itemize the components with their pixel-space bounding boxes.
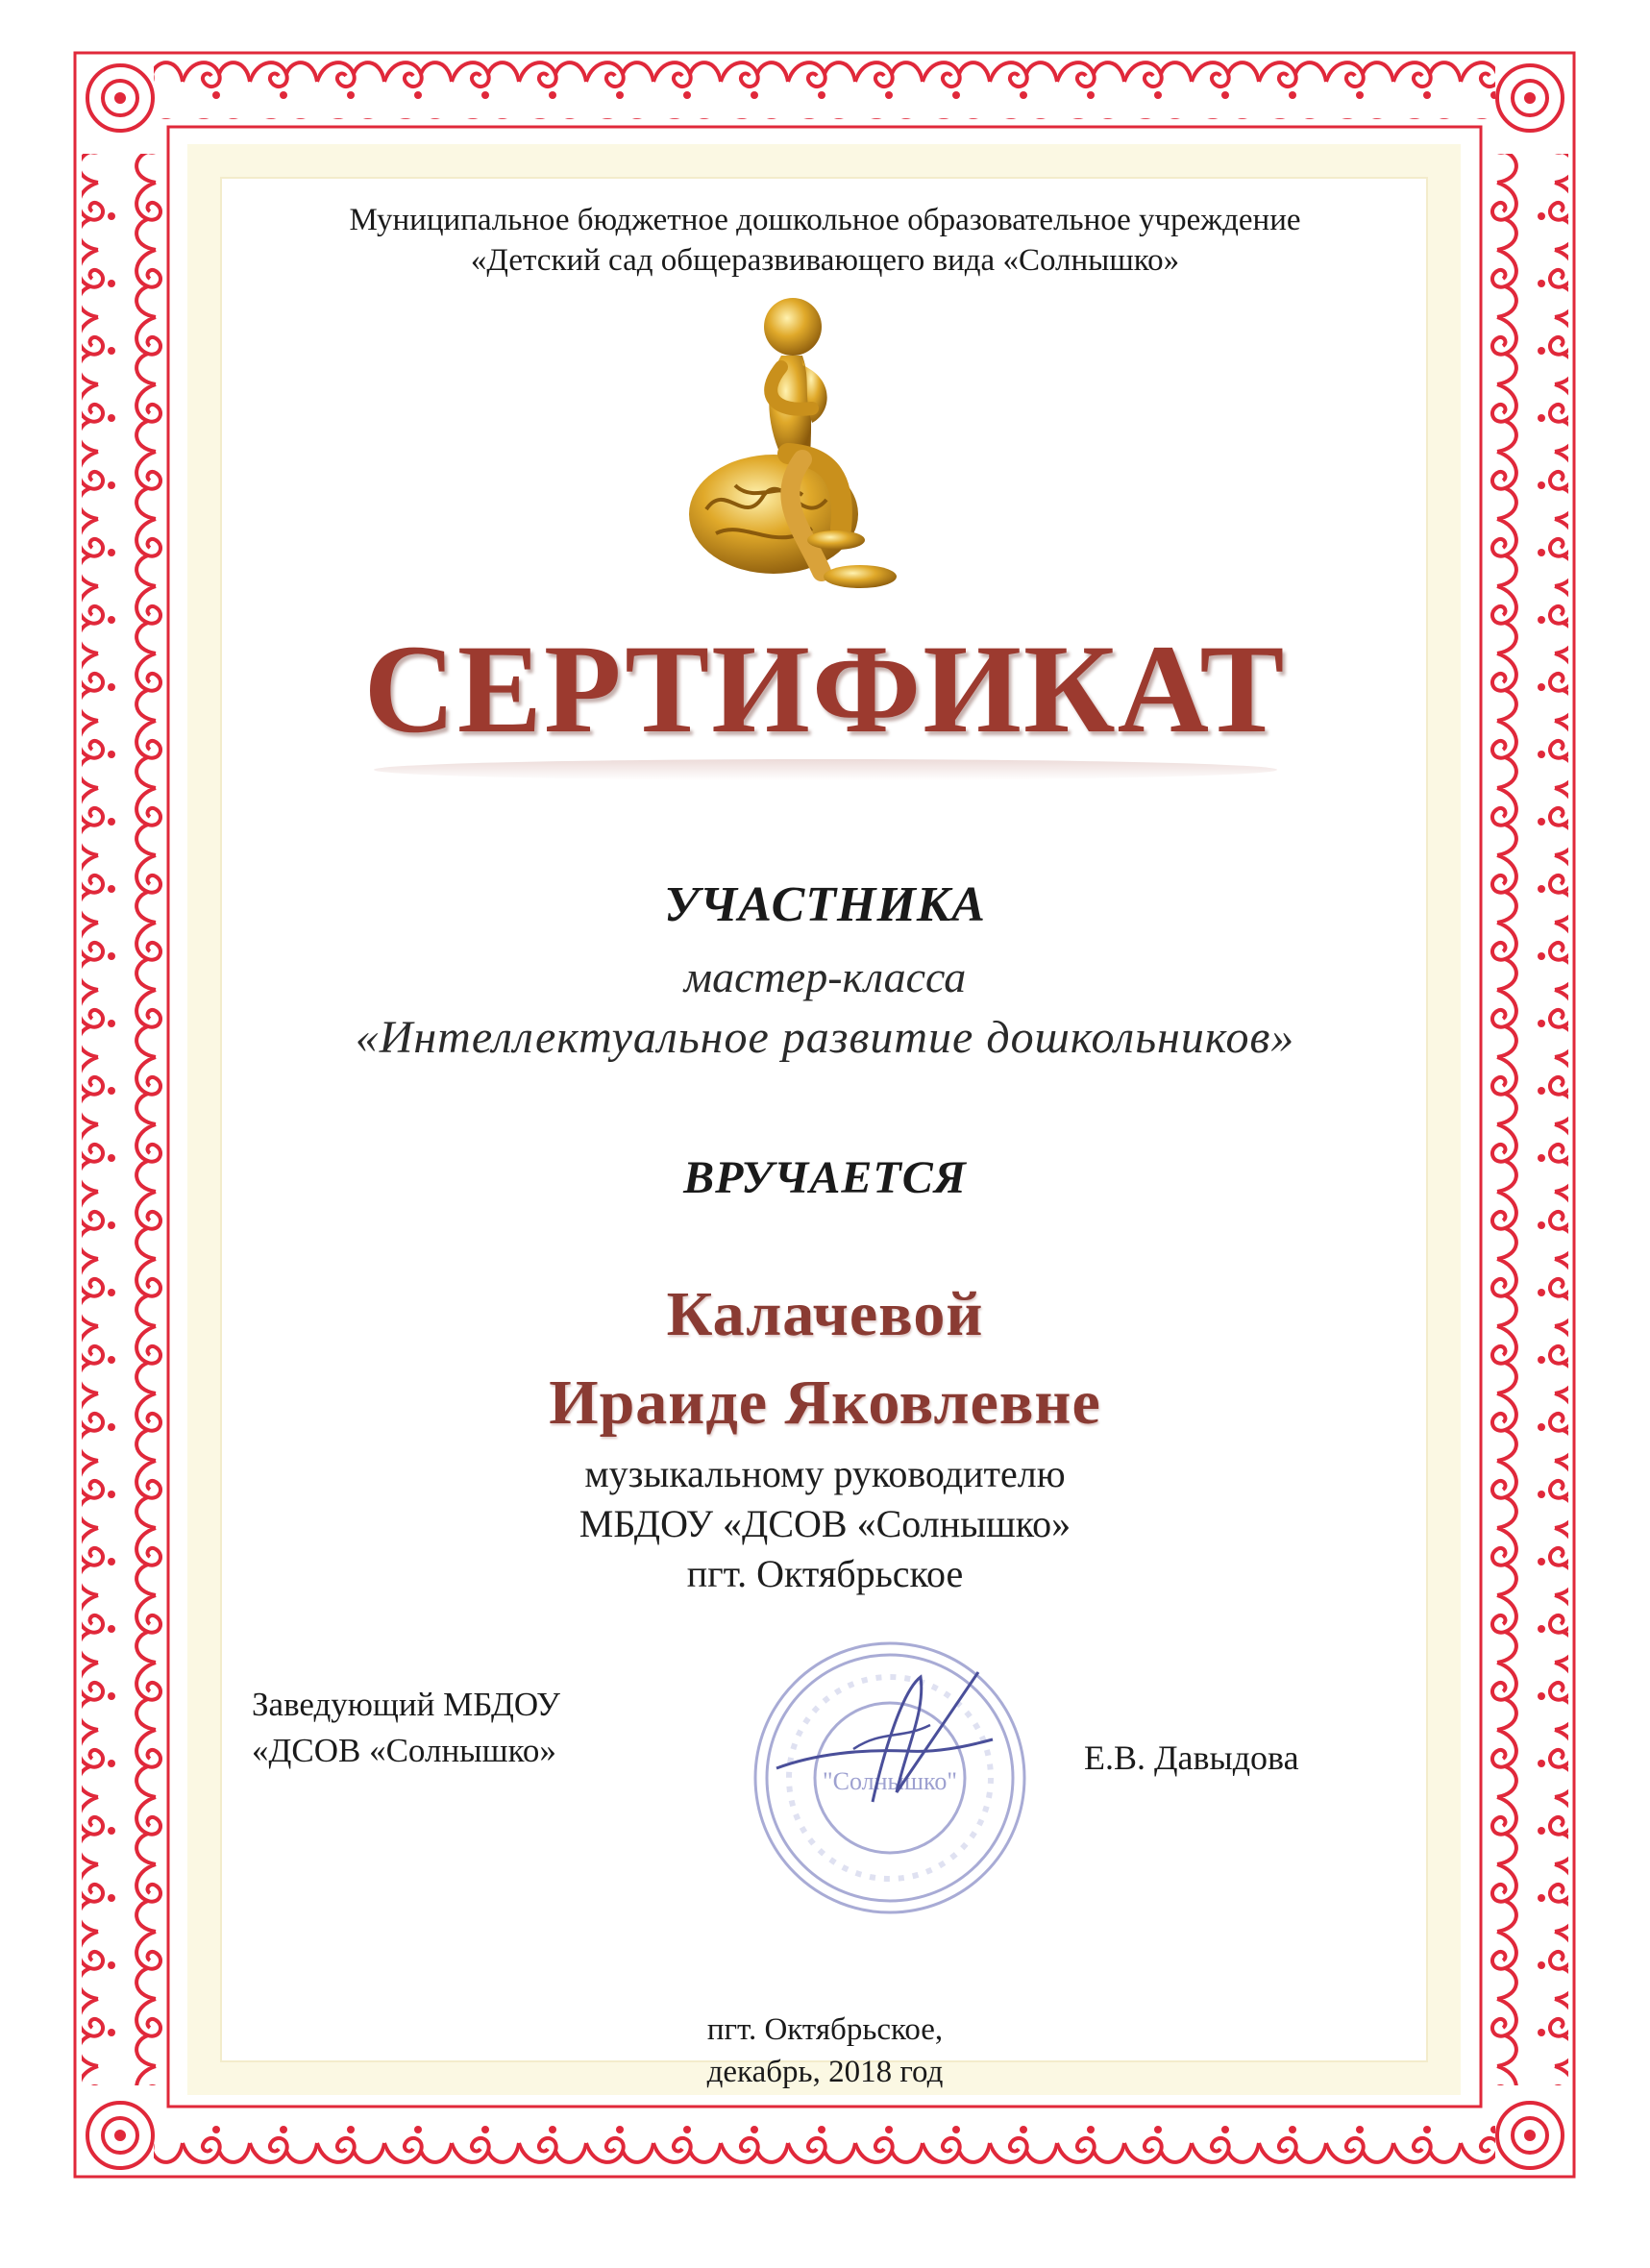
stamp-center-text: "Солнышко": [823, 1767, 957, 1795]
signatory-title-line-2: «ДСОВ «Солнышко»: [252, 1732, 556, 1769]
signatory-title: [252, 1682, 560, 1774]
event-type: мастер-класса: [683, 952, 967, 1001]
recipient-organization: МБДОУ «ДСОВ «Солнышко»: [579, 1502, 1071, 1545]
signatory-title-line-1: Заведующий МБДОУ: [252, 1686, 560, 1723]
footer-date: декабрь, 2018 год: [706, 2055, 944, 2089]
recipient-position: музыкальному руководителю: [584, 1452, 1066, 1495]
recipient-surname: Калачевой: [666, 1279, 984, 1349]
participant-heading: УЧАСТНИКА: [664, 877, 986, 932]
recipient-town: пгт. Октябрьское: [686, 1552, 964, 1595]
recipient-given-names: Ираиде Яковлевне: [549, 1368, 1101, 1438]
certificate-title: СЕРТИФИКАТ: [363, 618, 1287, 759]
title-reflection: [0, 759, 1650, 788]
event-topic: «Интеллектуальное развитие дошкольников»: [355, 1012, 1295, 1063]
signatory-name: Е.В. Давыдова: [1084, 1738, 1299, 1777]
institution-line-2: «Детский сад общеразвивающего вида «Солнышко»: [470, 243, 1180, 278]
footer-place: пгт. Октябрьское,: [706, 2012, 944, 2047]
institution-line-1: Муниципальное бюджетное дошкольное образовательное учреждение: [349, 203, 1301, 237]
awarded-heading: ВРУЧАЕТСЯ: [683, 1152, 967, 1203]
official-stamp-with-signature: [738, 1634, 1046, 1922]
thinker-on-brain-illustration: [668, 288, 918, 605]
